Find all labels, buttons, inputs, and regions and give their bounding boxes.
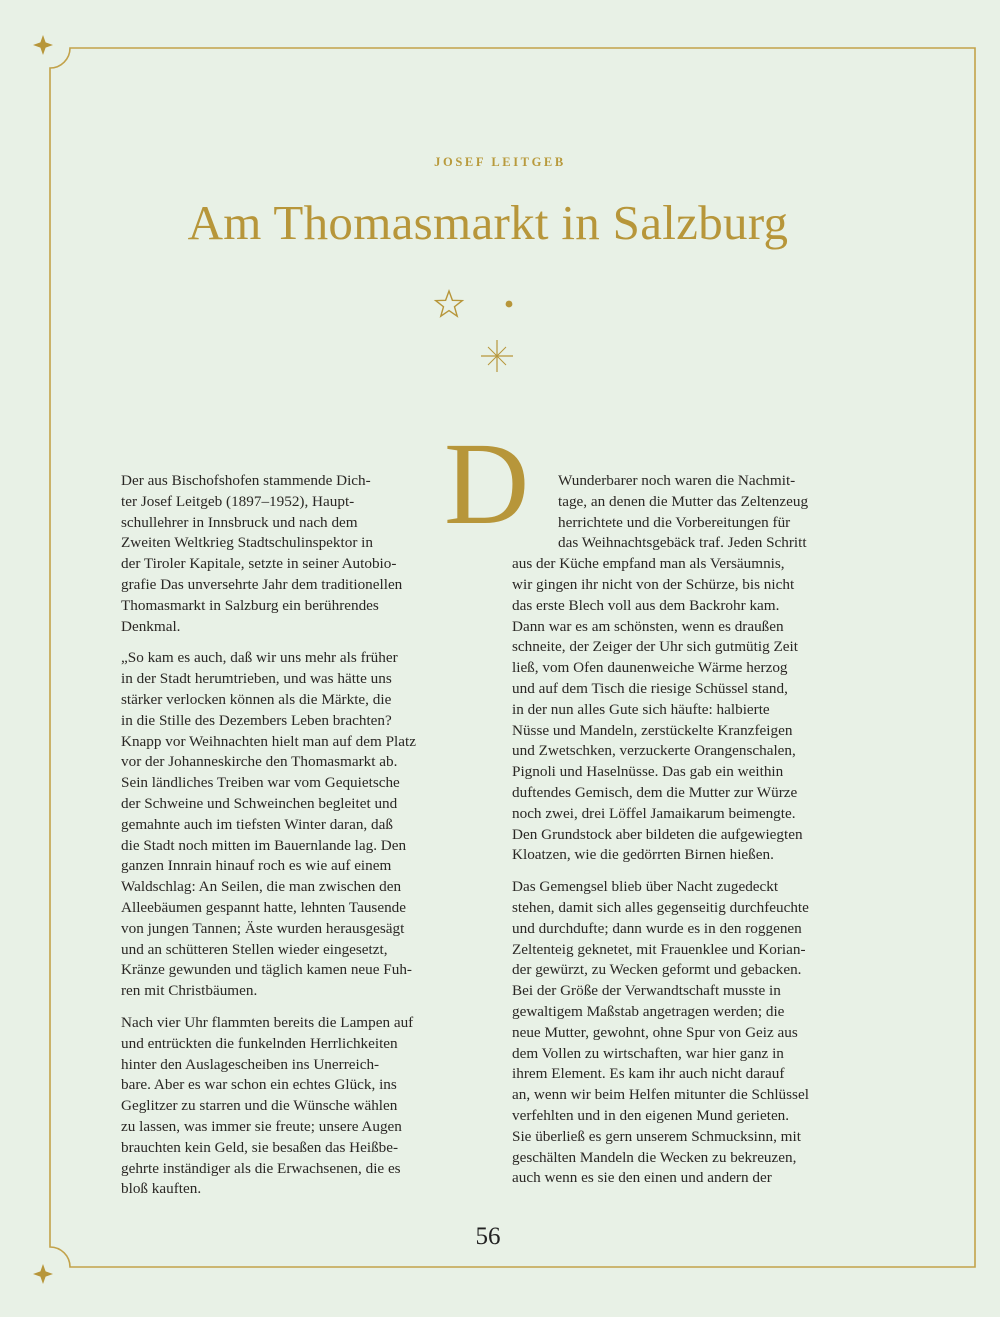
text-line: Das Gemengsel blieb über Nacht zugedeckt	[512, 878, 779, 896]
author-name: JOSEF LEITGEB	[434, 155, 566, 169]
right-column	[512, 471, 857, 1200]
text-line: in der nun alles Gute sich häufte: halbierte	[512, 700, 770, 718]
text-line: Kloatzen, wie die gedörrten Birnen hießen.	[512, 846, 774, 864]
text-line: bare. Aber es war schon ein echtes Glück, ins	[121, 1076, 397, 1094]
text-line: Bei der Größe der Verwandtschaft musste in	[512, 982, 781, 1000]
paragraph	[121, 471, 461, 637]
text-line: Den Grundstock aber bildeten die aufgewiegten	[512, 825, 803, 843]
text-line: Pignoli und Haselnüsse. Das gab ein weithin	[512, 763, 784, 781]
text-line: grafie Das unversehrte Jahr dem traditionellen	[121, 575, 403, 593]
text-line: herrichtete und die Vorbereitungen für	[558, 513, 791, 531]
sparkle-icon	[481, 340, 513, 372]
text-line: Waldschlag: An Seilen, die man zwischen den	[121, 878, 402, 896]
paragraph	[121, 648, 461, 1002]
text-line: gemahnte auch im tiefsten Winter daran, daß	[121, 815, 393, 833]
page-number: 56	[475, 1223, 501, 1250]
text-line: vor der Johanneskirche den Thomasmarkt ab.	[121, 753, 398, 771]
text-line: ren mit Christbäumen.	[121, 982, 258, 1000]
text-line: das erste Blech voll aus dem Backrohr kam.	[512, 596, 780, 614]
text-line: stärker verlocken können als die Märkte, die	[121, 690, 392, 708]
text-line: Sein ländliches Treiben war vom Gequietsche	[121, 774, 400, 792]
text-line: in der Stadt herumtrieben, und was hätte uns	[121, 670, 392, 688]
text-line: Sie überließ es gern unserem Schmucksinn, mit	[512, 1127, 801, 1145]
text-line: stehen, damit sich alles gegenseitig durchfeuchte	[512, 898, 809, 916]
text-line: von jungen Tannen; Äste wurden herausgesägt	[121, 919, 405, 937]
text-line: zu lassen, was immer sie freute; unsere Augen	[121, 1117, 402, 1135]
title-ornament	[425, 282, 535, 378]
text-line: die Stadt noch mitten im Bauernlande lag. Den	[121, 836, 407, 854]
text-line: Nüsse und Mandeln, zerstückelte Kranzfeigen	[512, 721, 793, 739]
drop-cap: D	[444, 418, 530, 549]
dot-icon	[506, 301, 513, 308]
text-line: „So kam es auch, daß wir uns mehr als früher	[121, 649, 398, 667]
text-line: tage, an denen die Mutter das Zeltenzeug	[558, 492, 809, 510]
corner-star-icon	[33, 1264, 53, 1284]
text-line: geschälten Mandeln die Wecken zu bekreuzen,	[512, 1148, 797, 1166]
text-line: Dann war es am schönsten, wenn es draußen	[512, 617, 784, 635]
text-line: Der aus Bischofshofen stammende Dich-	[121, 472, 371, 489]
page-title: Am Thomasmarkt in Salzburg	[187, 195, 789, 250]
text-line: Zweiten Weltkrieg Stadtschulinspektor in	[121, 534, 373, 552]
corner-star-icon	[33, 35, 53, 55]
text-line: Thomasmarkt in Salzburg ein berührendes	[121, 596, 379, 614]
text-line: der Tiroler Kapitale, setzte in seiner Autobio-	[121, 555, 397, 573]
text-line: Kränze gewunden und täglich kamen neue Fuh-	[121, 961, 412, 979]
text-line: in die Stille des Dezembers Leben brachten?	[121, 711, 392, 729]
text-line: der gewürzt, zu Wecken geformt und gebacken.	[512, 961, 802, 979]
text-line: wir gingen ihr nicht von der Schürze, bis nicht	[512, 575, 795, 593]
paragraph	[121, 1013, 461, 1200]
text-line: Wunderbarer noch waren die Nachmit-	[558, 472, 796, 489]
text-line: noch zwei, drei Löffel Jamaikarum beimengte.	[512, 804, 796, 822]
text-line: an, wenn wir beim Helfen mitunter die Schlüssel	[512, 1086, 809, 1104]
text-line: Knapp vor Weihnachten hielt man auf dem Platz	[121, 732, 416, 750]
text-line: und auf dem Tisch die riesige Schüssel stand,	[512, 679, 788, 697]
text-line: ließ, vom Ofen daunenweiche Wärme herzog	[512, 659, 788, 677]
text-line: schneite, der Zeiger der Uhr sich gutmütig Zeit	[512, 638, 798, 656]
text-line: auch wenn es sie den einen und andern der	[512, 1169, 772, 1187]
text-line: bloß kauften.	[121, 1180, 202, 1198]
text-line: und an schütteren Stellen wieder eingesetzt,	[121, 940, 388, 958]
text-line: ganzen Innrain hinauf roch es wie auf einem	[121, 857, 392, 875]
text-line: gehrte inständiger als die Erwachsenen, die es	[121, 1159, 401, 1177]
text-line: ihrem Element. Es kam ihr auch nicht darauf	[512, 1065, 785, 1083]
text-line: der Schweine und Schweinchen begleitet und	[121, 794, 398, 812]
text-line: Geglitzer zu starren und die Wünsche wählen	[121, 1097, 398, 1115]
text-line: ter Josef Leitgeb (1897–1952), Haupt-	[121, 492, 355, 510]
text-line: hinter den Auslagescheiben ins Unerreich-	[121, 1055, 380, 1073]
text-line: und Zwetschken, verzuckerte Orangenschalen,	[512, 742, 796, 760]
text-line: das Weihnachtsgebäck traf. Jeden Schritt	[558, 534, 807, 552]
text-line: Denkmal.	[121, 617, 181, 635]
text-line: und durchdufte; dann wurde es in den roggenen	[512, 919, 802, 937]
star-outline-icon	[436, 291, 463, 316]
text-line: duftendes Gemisch, dem die Mutter zur Würze	[512, 783, 798, 801]
paragraph	[512, 471, 857, 866]
left-column	[121, 471, 461, 1211]
text-line: neue Mutter, gewohnt, ohne Spur von Geiz aus	[512, 1023, 798, 1041]
text-line: Nach vier Uhr flammten bereits die Lampen auf	[121, 1013, 414, 1031]
text-line: und entrückten die funkelnden Herrlichkeiten	[121, 1034, 398, 1052]
text-line: Alleebäumen gespannt hatte, lehnten Tausende	[121, 898, 407, 916]
text-line: aus der Küche empfand man als Versäumnis,	[512, 555, 785, 573]
text-line: dem Vollen zu wirtschaften, war hier ganz in	[512, 1044, 784, 1062]
text-line: Zeltenteig geknetet, mit Frauenklee und Korian-	[512, 940, 806, 958]
text-line: brauchten kein Geld, sie besaßen das Heißbe-	[121, 1138, 399, 1156]
text-line: verfehlten und in den eigenen Mund gerieten.	[512, 1106, 790, 1124]
text-line: gewaltigem Maßstab angetragen werden; die	[512, 1002, 785, 1020]
text-line: schullehrer in Innsbruck und nach dem	[121, 513, 358, 531]
paragraph	[512, 877, 857, 1189]
